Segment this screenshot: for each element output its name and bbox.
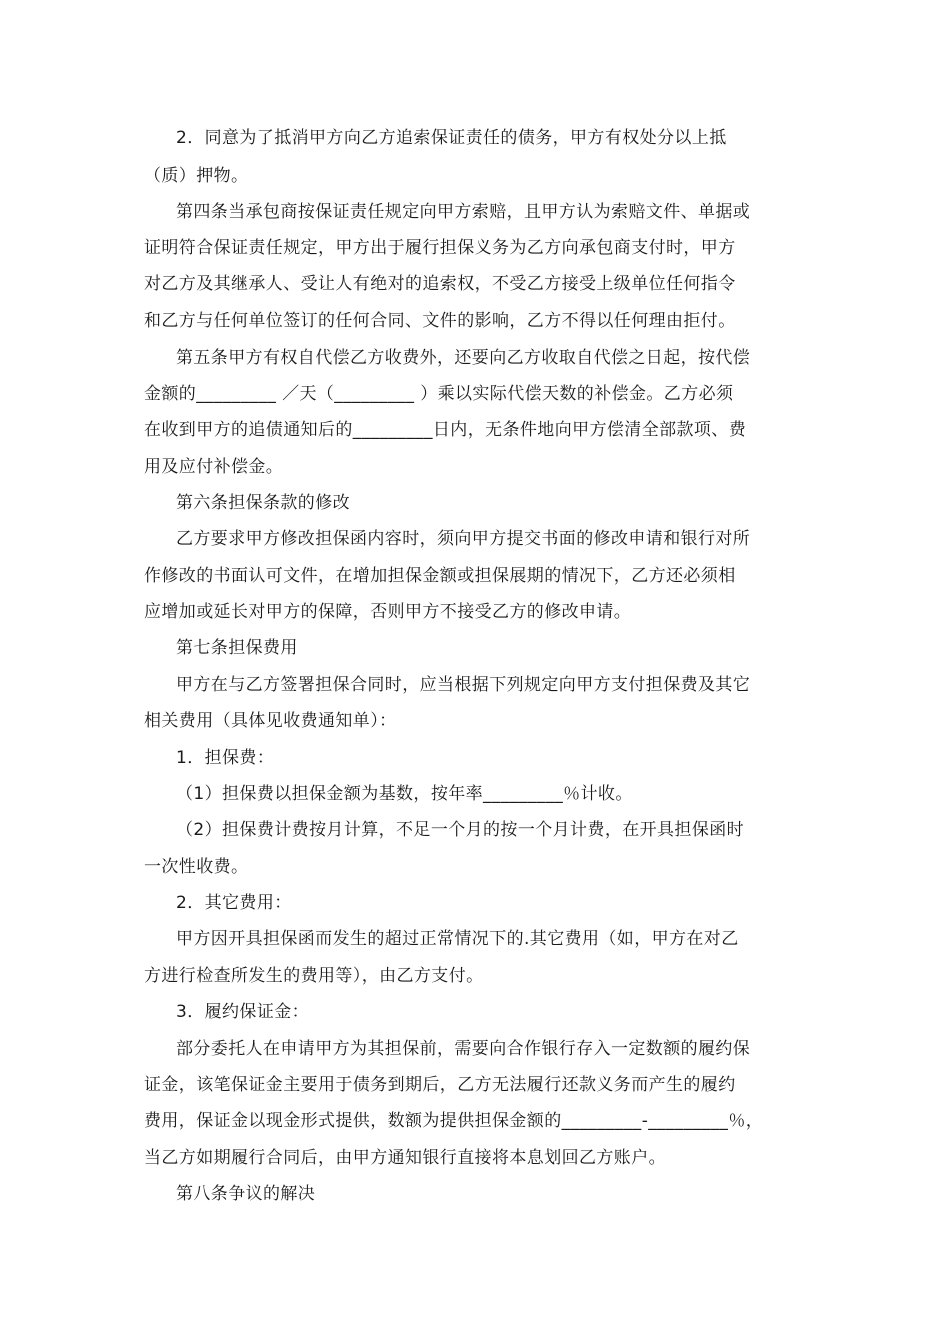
paragraph-line: 在收到甲方的追债通知后的_________日内，无条件地向甲方偿清全部款项、费 — [144, 420, 747, 440]
paragraph-line: 第六条担保条款的修改 — [176, 493, 350, 513]
paragraph-line: 1．担保费： — [176, 748, 275, 768]
paragraph-line: 相关费用（具体见收费通知单）： — [144, 711, 397, 731]
paragraph-line: 对乙方及其继承人、受让人有绝对的追索权，不受乙方接受上级单位任何指令 — [144, 274, 736, 294]
paragraph-line: 方进行检查所发生的费用等），由乙方支付。 — [144, 966, 484, 986]
paragraph-line: 一次性收费。 — [144, 857, 249, 877]
paragraph-line: 甲方在与乙方签署担保合同时，应当根据下列规定向甲方支付担保费及其它 — [176, 675, 751, 695]
paragraph-line: 当乙方如期履行合同后，由甲方通知银行直接将本息划回乙方账户。 — [144, 1148, 666, 1168]
paragraph-line: 2．其它费用： — [176, 893, 292, 913]
paragraph-line: 甲方因开具担保函而发生的超过正常情况下的.其它费用（如，甲方在对乙 — [176, 929, 739, 949]
paragraph-line: 金额的_________ ／天（_________ ）乘以实际代偿天数的补偿金。乙方必须 — [144, 384, 734, 404]
paragraph-line: 证金，该笔保证金主要用于债务到期后，乙方无法履行还款义务而产生的履约 — [144, 1075, 736, 1095]
paragraph-line: 2．同意为了抵消甲方向乙方追索保证责任的债务，甲方有权处分以上抵 — [176, 128, 727, 148]
paragraph-line: （1）担保费以担保金额为基数，按年率_________％计收。 — [176, 784, 633, 804]
paragraph-line: （质）押物。 — [144, 166, 249, 186]
paragraph-line: 第八条争议的解决 — [176, 1184, 316, 1204]
paragraph-line: 第五条甲方有权自代偿乙方收费外，还要向乙方收取自代偿之日起，按代偿 — [176, 348, 751, 368]
paragraph-line: 3．履约保证金： — [176, 1002, 310, 1022]
paragraph-line: 第四条当承包商按保证责任规定向甲方索赔，且甲方认为索赔文件、单据或 — [176, 202, 751, 222]
paragraph-line: 乙方要求甲方修改担保函内容时，须向甲方提交书面的修改申请和银行对所 — [176, 529, 751, 549]
paragraph-line: （2）担保费计费按月计算，不足一个月的按一个月计费，在开具担保函时 — [176, 820, 745, 840]
paragraph-line: 作修改的书面认可文件，在增加担保金额或担保展期的情况下，乙方还必须相 — [144, 566, 736, 586]
paragraph-line: 应增加或延长对甲方的保障，否则甲方不接受乙方的修改申请。 — [144, 602, 632, 622]
paragraph-line: 用及应付补偿金。 — [144, 457, 284, 477]
paragraph-line: 部分委托人在申请甲方为其担保前，需要向合作银行存入一定数额的履约保 — [176, 1039, 751, 1059]
paragraph-line: 费用，保证金以现金形式提供，数额为提供担保金额的_________-_________％， — [144, 1111, 764, 1131]
paragraph-line: 第七条担保费用 — [176, 638, 298, 658]
paragraph-line: 证明符合保证责任规定，甲方出于履行担保义务为乙方向承包商支付时，甲方 — [144, 238, 736, 258]
paragraph-line: 和乙方与任何单位签订的任何合同、文件的影响，乙方不得以任何理由拒付。 — [144, 311, 736, 331]
